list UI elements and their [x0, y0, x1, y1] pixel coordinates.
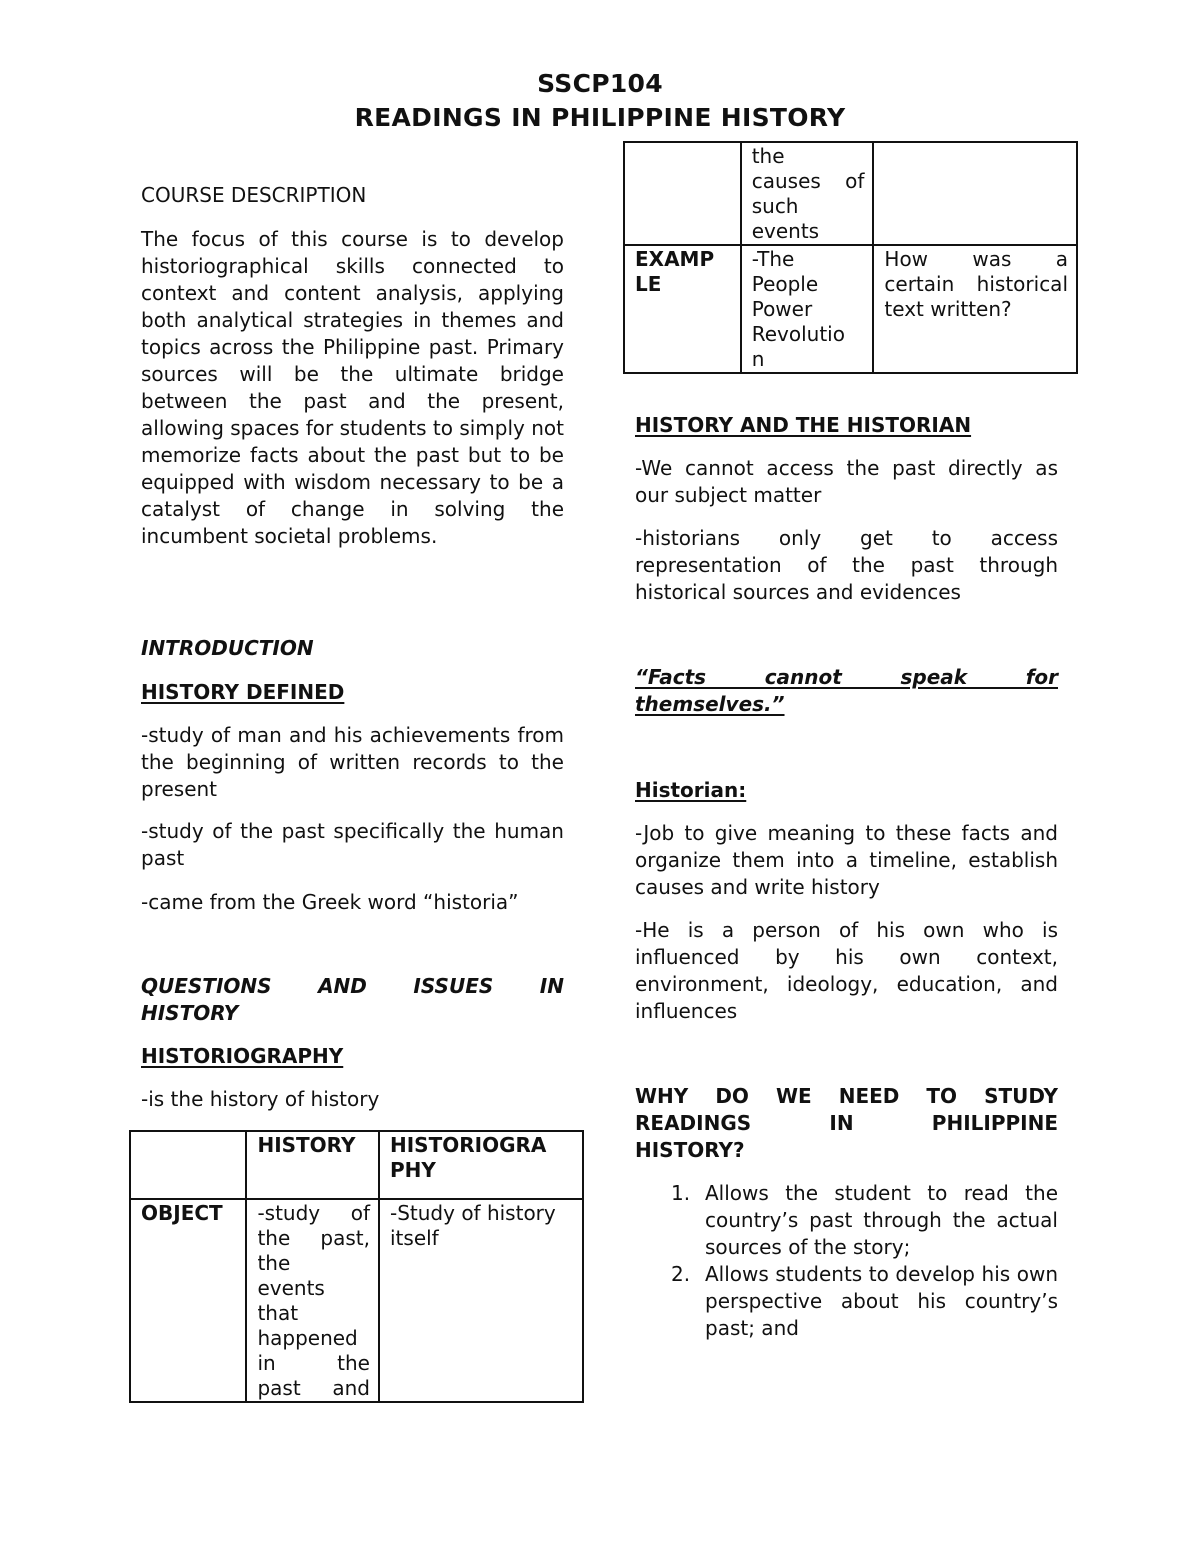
history-defined-item-1: -study of man and his achievements from the beginning of written records to the present	[141, 723, 564, 801]
table-row-object	[130, 1199, 583, 1402]
historian-item-2: -historians only get to access representation of the past through historical sources and evidences	[635, 526, 1058, 604]
historian-item-1: -We cannot access the past directly as our subject matter	[635, 456, 1058, 507]
historian-role-item-1: -Job to give meaning to these facts and organize them into a timeline, establish causes and write history	[635, 821, 1058, 899]
questions-heading-line1: QUESTIONS AND ISSUES IN	[141, 974, 564, 998]
object-historiography-cell-continued	[873, 142, 1077, 245]
object-history-cell: -study of the past, the events that happened in the past and	[246, 1199, 379, 1402]
list-item-text: Allows students to develop his own perspective about his country’s past; and	[705, 1262, 1058, 1340]
row-label-example: EXAMP LE	[624, 245, 741, 373]
row-label-empty	[624, 142, 741, 245]
course-description-text: The focus of this course is to develop historiographical skills connected to context and content analysis, applying both analytical strategies in themes and topics across the Philippine past. Primary sources will be the ultimate bridge between the past and the present, allowing spaces for students to simply not memorize facts about the past but to be equipped with wisdom necessary to be a catalyst of change in solving the incumbent societal problems.	[141, 227, 564, 548]
historiography-heading: HISTORIOGRAPHY	[141, 1044, 344, 1068]
history-defined-item-2: -study of the past specifically the human past	[141, 819, 564, 870]
table-row-object-continued	[624, 142, 1077, 245]
object-history-cell-continued: the causes of such events	[741, 142, 874, 245]
table-corner-cell	[130, 1131, 246, 1199]
history-and-historian-heading: HISTORY AND THE HISTORIAN	[635, 413, 972, 437]
table-row-example	[624, 245, 1077, 373]
quote-line2: themselves.”	[635, 692, 785, 716]
historiography-text: -is the history of history	[141, 1087, 380, 1111]
page-title: READINGS IN PHILIPPINE HISTORY	[354, 103, 846, 132]
why-heading-line2: READINGS IN PHILIPPINE	[635, 1111, 1058, 1135]
table-header-historiography: HISTORIOGRA PHY	[379, 1131, 583, 1199]
table-header-history: HISTORY	[246, 1131, 379, 1199]
history-comparison-table-continued	[623, 141, 1078, 374]
object-historiography-cell: -Study of history itself	[379, 1199, 583, 1402]
history-defined-heading: HISTORY DEFINED	[141, 680, 345, 704]
list-item-number: 2.	[671, 1262, 691, 1286]
list-item	[635, 1180, 1058, 1261]
list-item	[635, 1261, 1058, 1342]
historian-role-item-2: -He is a person of his own who is influenced by his own context, environment, ideology, education, and influences	[635, 918, 1058, 1023]
table-header-row	[130, 1131, 583, 1199]
example-historiography-cell: How was a certain historical text written?	[873, 245, 1077, 373]
introduction-heading: INTRODUCTION	[141, 636, 314, 660]
history-defined-item-3: -came from the Greek word “historia”	[141, 890, 519, 914]
historian-label: Historian:	[635, 778, 747, 802]
course-description-heading: COURSE DESCRIPTION	[141, 183, 367, 207]
why-heading-line3: HISTORY?	[635, 1138, 745, 1162]
reasons-list	[635, 1180, 1058, 1342]
history-comparison-table	[129, 1130, 584, 1403]
row-label-object: OBJECT	[130, 1199, 246, 1402]
quote-line1: “Facts cannot speak for	[635, 665, 1058, 689]
why-heading-line1: WHY DO WE NEED TO STUDY	[635, 1084, 1058, 1108]
example-history-cell: -The People Power Revolutio n	[741, 245, 874, 373]
list-item-number: 1.	[671, 1181, 691, 1205]
questions-heading-line2: HISTORY	[141, 1001, 239, 1025]
course-code: SSCP104	[537, 69, 663, 98]
list-item-text: Allows the student to read the country’s past through the actual sources of the story;	[705, 1181, 1058, 1259]
